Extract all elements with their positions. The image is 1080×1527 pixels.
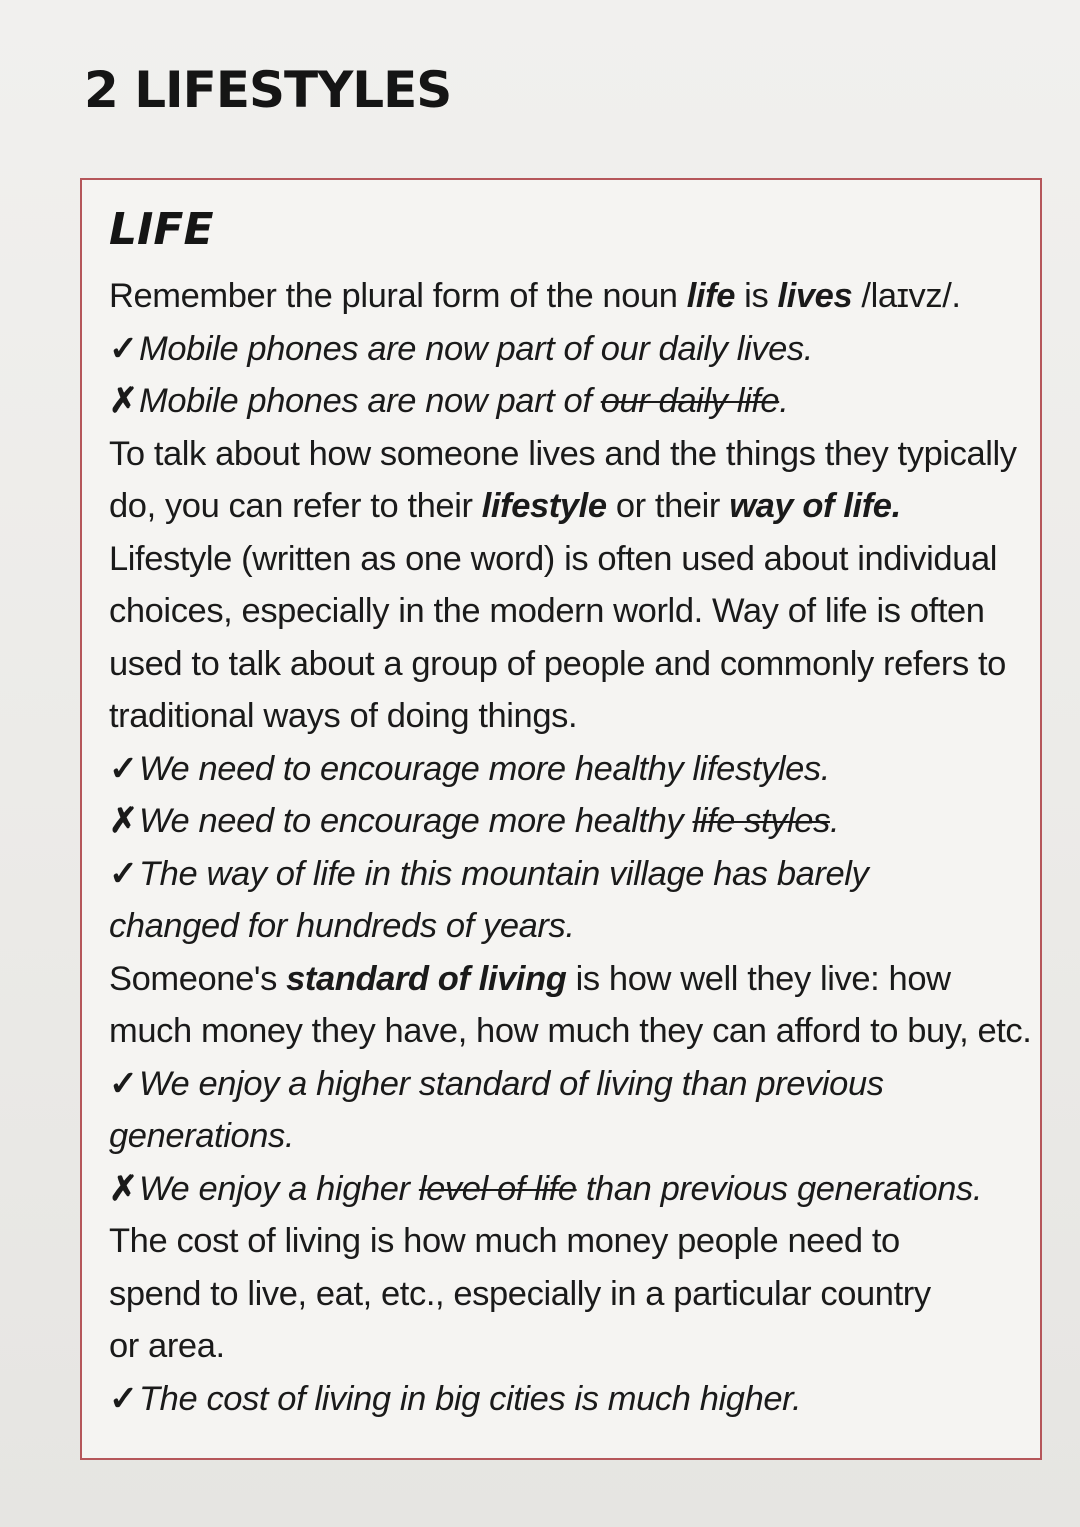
cross-mark-icon: ✗: [109, 802, 138, 840]
key-term: Way of life: [711, 592, 868, 630]
line-text: traditional ways of doing things.: [109, 697, 578, 735]
line-text: Mobile phones are now part of: [139, 382, 601, 420]
check-mark-icon: ✓: [109, 749, 138, 788]
line-text: spend to live, eat, etc., especially in a particular country: [109, 1274, 931, 1313]
example-line: [109, 323, 1014, 376]
example-line: [109, 848, 1014, 901]
text-line: [109, 690, 1014, 743]
key-term: Lifestyle: [109, 539, 232, 578]
example-line: [109, 375, 1014, 428]
example-line: [109, 900, 1014, 953]
check-mark-icon: ✓: [109, 1379, 138, 1418]
text-line: [109, 270, 1014, 323]
incorrect-phrase: our daily life: [600, 382, 780, 420]
text-line: [109, 1215, 1014, 1268]
line-text: choices, especially in the modern world.: [109, 592, 712, 630]
key-term: cost of living: [206, 1379, 391, 1418]
example-line: [109, 1110, 1014, 1163]
check-mark-icon: ✓: [109, 329, 138, 368]
key-term: lives: [777, 277, 853, 315]
text-line: [109, 480, 1014, 533]
line-text: is: [735, 277, 778, 315]
cross-mark-icon: ✗: [109, 382, 138, 420]
line-text: /laɪvz/.: [852, 277, 961, 315]
cross-mark-icon: ✗: [109, 1169, 138, 1208]
chapter-title: 2 LIFESTYLES: [84, 61, 452, 119]
key-term: way of life: [206, 854, 356, 893]
line-text: is how well they live: how: [566, 959, 951, 998]
key-term: standard of living: [418, 1064, 673, 1103]
line-text: generations.: [109, 1117, 295, 1155]
line-text: (written as one word) is often used about individual: [231, 539, 998, 578]
example-line: [109, 1058, 1014, 1111]
line-text: changed for hundreds of years.: [109, 907, 575, 945]
example-line: [109, 795, 1014, 848]
line-text: We need to encourage more healthy: [139, 802, 693, 840]
line-text: do, you can refer to their: [109, 487, 482, 525]
incorrect-phrase: level of life: [418, 1169, 577, 1208]
check-mark-icon: ✓: [109, 1064, 138, 1103]
key-term: cost of living: [176, 1222, 361, 1260]
text-line: [109, 638, 1014, 691]
text-line: [109, 1320, 1014, 1373]
line-text: Remember the plural form of the noun: [109, 277, 687, 315]
text-line: [109, 585, 1014, 638]
line-text: in big cities is much higher.: [390, 1379, 802, 1418]
line-text: or area.: [109, 1327, 225, 1365]
usage-note-box: [80, 178, 1042, 1460]
line-text: .: [779, 382, 789, 420]
box-heading: LIFE: [109, 204, 214, 255]
line-text: in this mountain village has barely: [355, 854, 869, 893]
line-text: To talk about how someone lives and the things they typically: [109, 434, 1017, 473]
example-line: [109, 1163, 1014, 1216]
line-text: much money they have, how much they can afford to buy, etc.: [109, 1012, 1032, 1050]
key-term: standard of living: [286, 959, 567, 998]
line-text: The: [109, 1222, 177, 1260]
line-text: than previous generations.: [576, 1169, 983, 1208]
line-text: than previous: [672, 1064, 884, 1103]
line-text: We need to encourage more healthy: [139, 749, 693, 788]
line-text: or their: [606, 487, 730, 525]
key-term: lives.: [736, 329, 813, 368]
key-term: life: [686, 277, 735, 315]
line-text: Mobile phones are now part of our daily: [139, 329, 737, 368]
check-mark-icon: ✓: [109, 854, 138, 893]
example-line: [109, 1373, 1014, 1426]
line-text: The: [139, 854, 207, 893]
text-line: [109, 1005, 1032, 1058]
line-text: We enjoy a higher: [139, 1064, 419, 1103]
incorrect-phrase: life styles: [692, 802, 830, 840]
line-text: Someone's: [109, 959, 287, 998]
text-line: [109, 428, 1017, 481]
line-text: The: [139, 1379, 207, 1418]
line-text: is how much money people need to: [360, 1222, 900, 1260]
key-term: way of life.: [729, 487, 901, 525]
text-line: [109, 953, 1014, 1006]
key-term: lifestyle: [481, 487, 607, 525]
text-line: [109, 1268, 1014, 1321]
usage-note-lines: [109, 270, 1032, 1425]
line-text: .: [829, 802, 840, 840]
line-text: We enjoy a higher: [139, 1169, 419, 1208]
line-text: used to talk about a group of people and commonly refers to: [109, 644, 1006, 683]
text-line: [109, 533, 1014, 586]
example-line: [109, 743, 1014, 796]
line-text: is often: [867, 592, 985, 630]
key-term: lifestyles.: [692, 749, 830, 788]
